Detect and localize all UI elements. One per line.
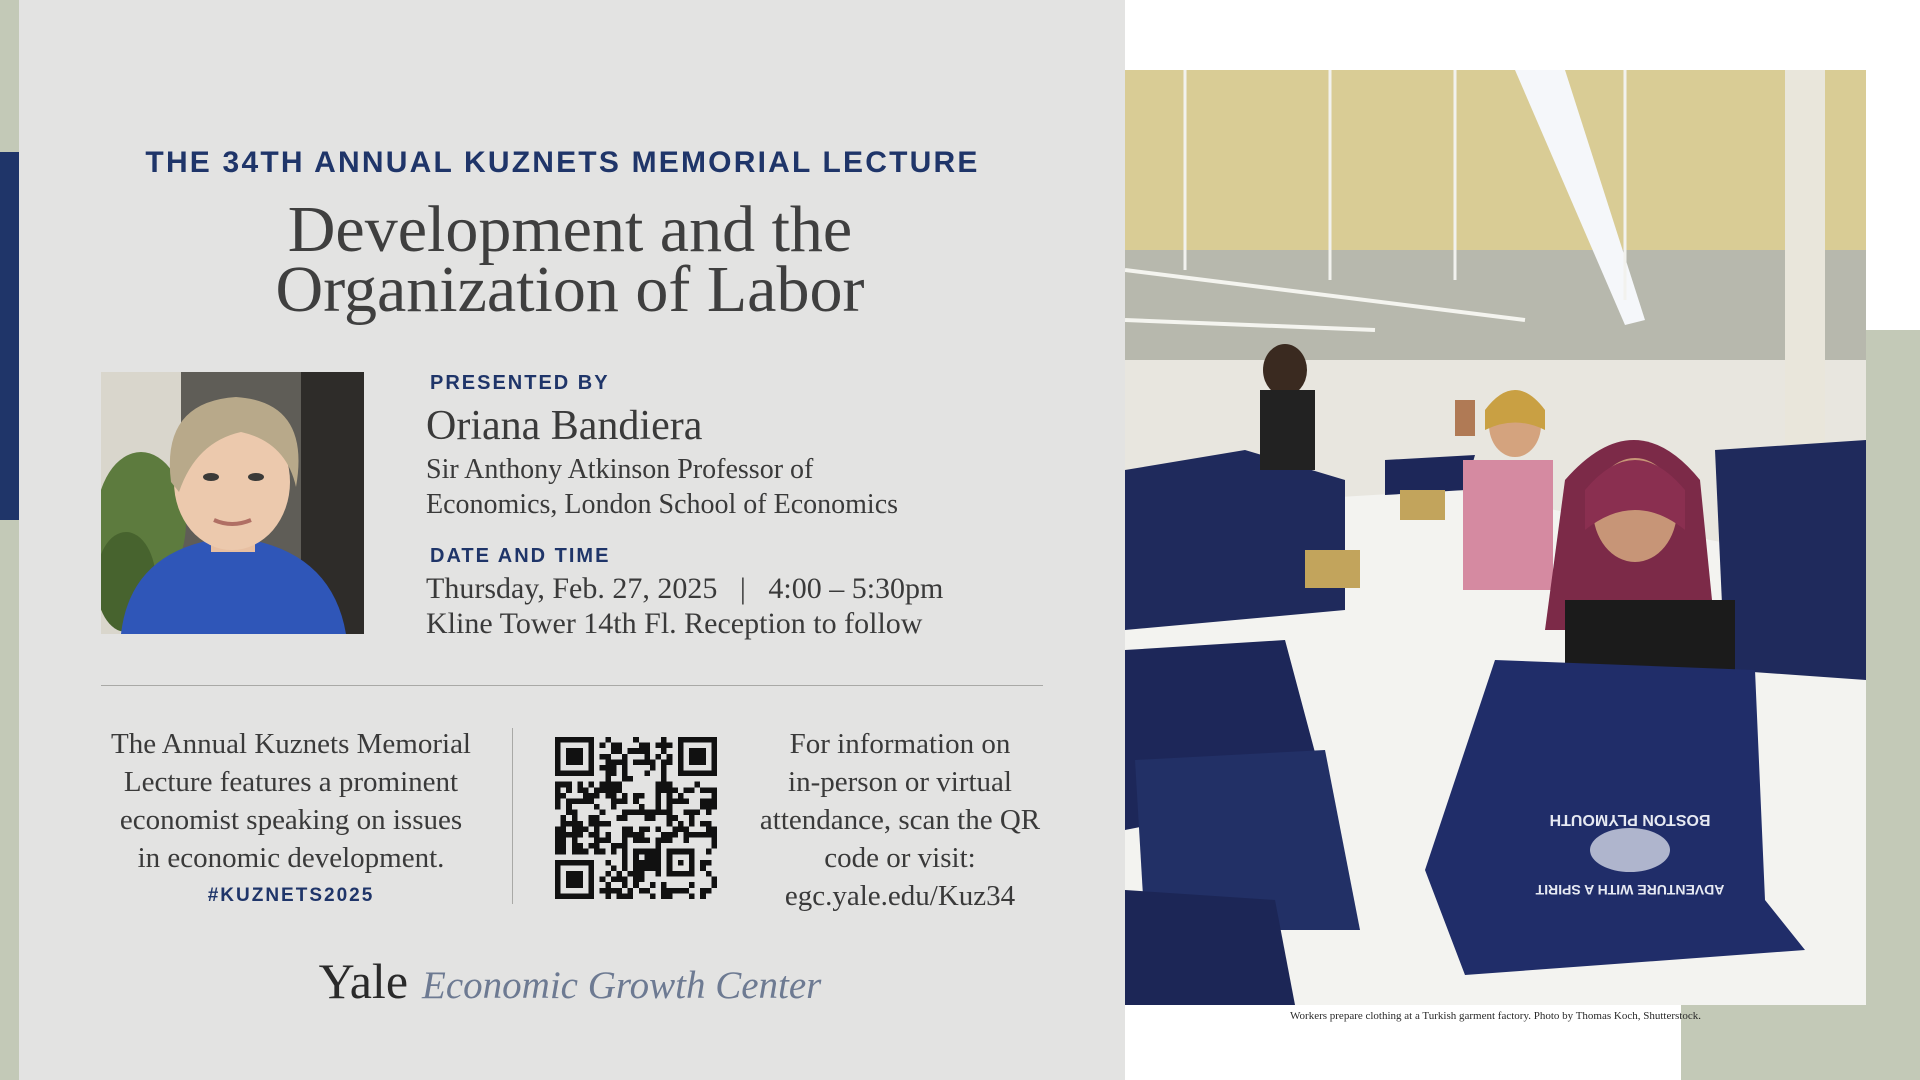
speaker-portrait-image	[101, 372, 364, 634]
factory-photo	[1125, 70, 1866, 1005]
event-hashtag: #KUZNETS2025	[207, 885, 375, 906]
egc-wordmark: Economic Growth Center	[422, 964, 822, 1007]
separator: |	[724, 572, 761, 605]
info-line: attendance, scan the QR	[759, 804, 1041, 836]
lecture-series-heading: THE 34TH ANNUAL KUZNETS MEMORIAL LECTURE	[145, 146, 980, 179]
affiliation-line-1: Sir Anthony Atkinson Professor of	[426, 454, 814, 485]
date-time-line	[426, 571, 1066, 606]
attendance-info	[740, 725, 1060, 915]
qr-code[interactable]	[555, 737, 717, 899]
title-line-1: Development and the	[287, 193, 853, 266]
event-details	[426, 571, 1066, 641]
info-url-link[interactable]: egc.yale.edu/Kuz34	[784, 880, 1016, 912]
info-line: For information on	[789, 728, 1011, 760]
yale-wordmark: Yale	[318, 953, 409, 1009]
about-line: economist speaking on issues	[119, 804, 463, 836]
about-lecture	[96, 725, 486, 877]
event-time: 4:00 – 5:30pm	[768, 572, 944, 605]
presented-by-label: PRESENTED BY	[430, 372, 610, 394]
shirt-print-text-1: BOSTON PLYMOUTH	[1549, 811, 1711, 828]
speaker-name: Oriana Bandiera	[426, 403, 703, 449]
about-line: Lecture features a prominent	[123, 766, 459, 798]
photo-caption: Workers prepare clothing at a Turkish garment factory. Photo by Thomas Koch, Shutterstock.	[1290, 1010, 1701, 1022]
lecture-title	[0, 193, 1140, 326]
title-line-2: Organization of Labor	[275, 253, 865, 326]
shirt-print-text-2: ADVENTURE WITH A SPIRIT	[1535, 882, 1725, 898]
event-location: Kline Tower 14th Fl. Reception to follow	[426, 607, 923, 640]
horizontal-divider	[101, 685, 1043, 686]
speaker-portrait	[101, 372, 364, 634]
yale-egc-logo	[0, 952, 1140, 1010]
speaker-affiliation	[426, 452, 1026, 522]
info-line: code or visit:	[824, 842, 976, 874]
vertical-divider	[512, 728, 513, 904]
info-line: in-person or virtual	[788, 766, 1012, 798]
about-line: The Annual Kuznets Memorial	[111, 728, 471, 760]
garment-factory-image	[1125, 70, 1866, 1005]
event-date: Thursday, Feb. 27, 2025	[426, 572, 718, 605]
affiliation-line-2: Economics, London School of Economics	[426, 489, 899, 520]
date-time-label: DATE AND TIME	[430, 545, 611, 567]
about-line: in economic development.	[137, 842, 445, 874]
